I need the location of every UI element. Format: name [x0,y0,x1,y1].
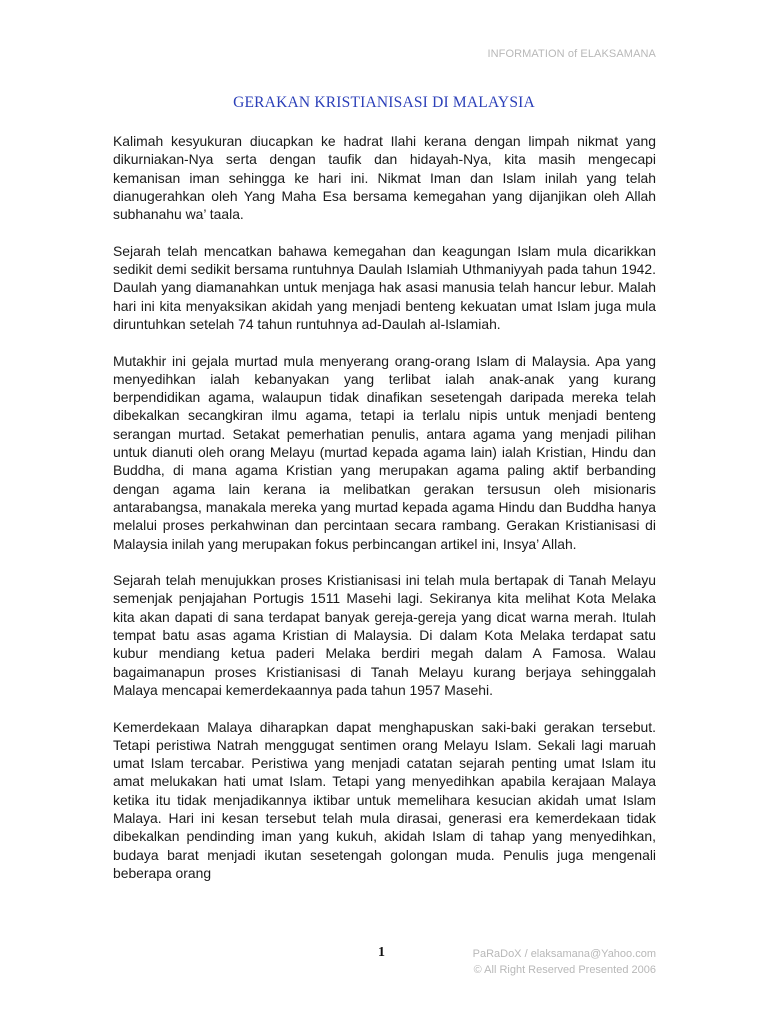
paragraph: Sejarah telah mencatkan bahawa kemegahan dan keagungan Islam mula dicarikkan sedikit demi sedikit bersama runtuhnya Daulah Islamiah Uthmaniyyah pada tahun 1942. Daulah yang diamanahkan untuk menjaga hak asasi manusia telah hancur lebur. Malah hari ini kita menyaksikan akidah yang menjadi benteng kekuatan umat Islam juga mula diruntuhkan setelah 74 tahun runtuhnya ad-Daulah al-Islamiah. [113,242,656,332]
footer-credit-copyright: © All Right Reserved Presented 2006 [473,964,656,976]
paragraph: Mutakhir ini gejala murtad mula menyerang orang-orang Islam di Malaysia. Apa yang menyedihkan ialah kebanyakan yang terlibat ialah anak-anak yang kurang berpendidikan agama, walaupun tidak dinafikan sesetengah daripada mereka telah dibekalkan secangkiran ilmu agama, tetapi ia terlalu nipis untuk menjadi benteng serangan murtad. Setakat pemerhatian penulis, antara agama yang menjadi pilihan untuk dianuti oleh orang Melayu (murtad kepada agama lain) ialah Kristian, Hindu dan Buddha, di mana agama Kristian yang merupakan agama paling aktif berbanding dengan agama lain kerana ia melibatkan gerakan tersusun oleh misionaris antarabangsa, manakala mereka yang murtad kepada agama Hindu dan Buddha hanya melalui proses perkahwinan dan percintaan secara rambang. Gerakan Kristianisasi di Malaysia inilah yang merupakan fokus perbincangan artikel ini, Insya’ Allah. [113,352,656,552]
footer-credit-contact: PaRaDoX / elaksamana@Yahoo.com [472,948,656,960]
document-body [113,132,656,900]
footer-credit [473,946,656,978]
paragraph: Kalimah kesyukuran diucapkan ke hadrat Ilahi kerana dengan limpah nikmat yang dikurniakan-Nya serta dengan taufik dan hidayah-Nya, kita masih mengecapi kemanisan iman sehingga ke hari ini. Nikmat Iman dan Islam inilah yang telah dianugerahkan oleh Yang Maha Esa bersama kemegahan yang dijanjikan oleh Allah subhanahu wa’ taala. [113,133,656,223]
document-title: GERAKAN KRISTIANISASI DI MALAYSIA [233,94,535,111]
page-number: 1 [378,945,385,960]
paragraph: Sejarah telah menujukkan proses Kristianisasi ini telah mula bertapak di Tanah Melayu semenjak penjajahan Portugis 1511 Masehi lagi. Sekiranya kita melihat Kota Melaka kita akan dapati di sana terdapat banyak gereja-gereja yang dicat warna merah. Itulah tempat batu asas agama Kristian di Malaysia. Di dalam Kota Melaka terdapat satu kubur mendiang ketua paderi Melaka berdiri megah dalam A Famosa. Walau bagaimanapun proses Kristianisasi di Tanah Melayu kurang berjaya sehinggalah Malaya mencapai kemerdekaannya pada tahun 1957 Masehi. [113,572,656,698]
paragraph: Kemerdekaan Malaya diharapkan dapat menghapuskan saki-baki gerakan tersebut. Tetapi peristiwa Natrah menggugat sentimen orang Melayu Islam. Sekali lagi maruah umat Islam tercabar. Peristiwa yang menjadi catatan sejarah penting umat Islam itu amat melukakan hati umat Islam. Tetapi yang menyedihkan apabila kerajaan Malaya ketika itu tidak menjadikannya iktibar untuk memelihara kesucian akidah umat Islam Malaya. Hari ini kesan tersebut telah mula dirasai, generasi era kemerdekaan tidak dibekalkan pendinding iman yang kukuh, akidah Islam di tahap yang menyedihkan, budaya barat menjadi ikutan sesetengah golongan muda. Penulis juga mengenali beberapa orang [113,718,656,881]
header-note: INFORMATION of ELAKSAMANA [487,48,656,60]
